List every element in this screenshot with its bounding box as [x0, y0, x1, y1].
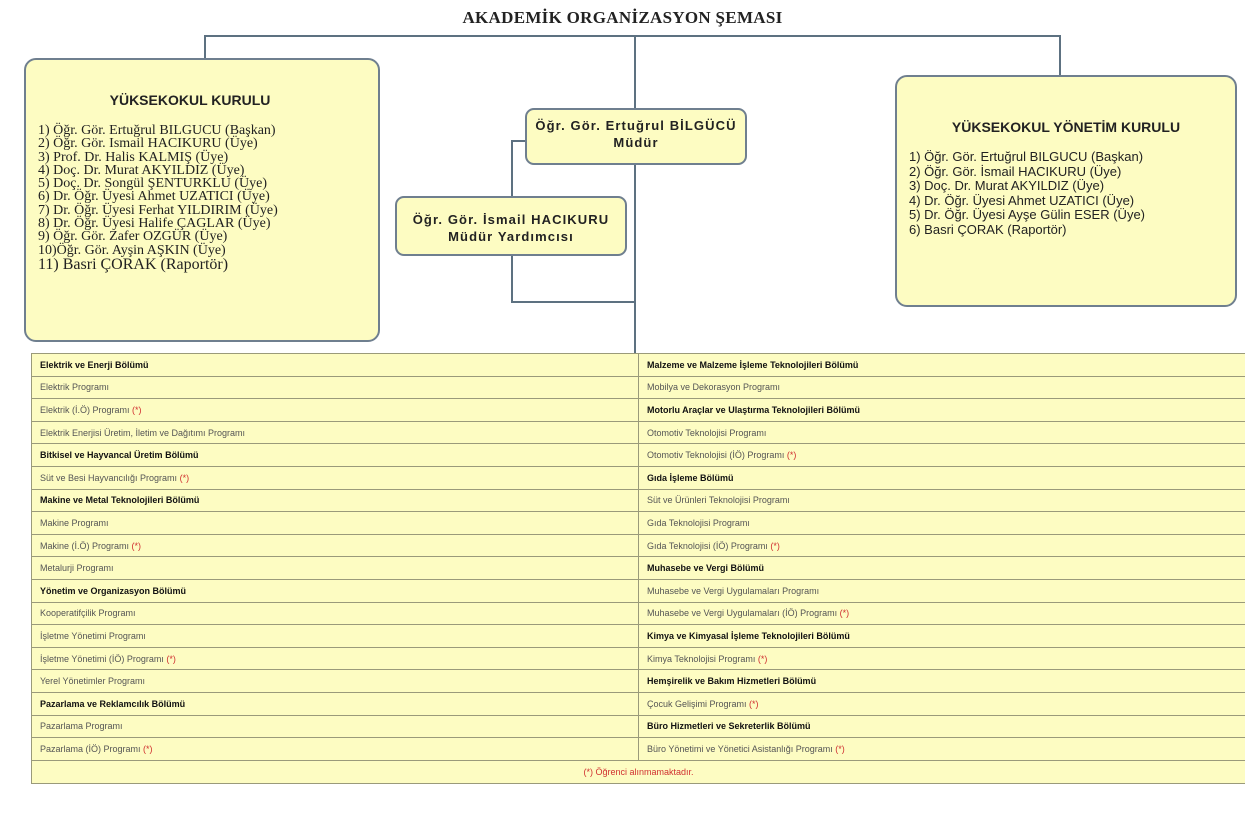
kurul-member: 3) Prof. Dr. Halis KALMIŞ (Üye) [38, 149, 229, 165]
program-cell [639, 647, 1245, 670]
not-admitting-mark: (*) [839, 608, 850, 619]
department-cell [32, 354, 639, 377]
program-name: Elektrik Programı [40, 382, 110, 393]
mudur-box [525, 108, 747, 165]
program-name: İşletme Yönetimi (İÖ) Programı [40, 653, 164, 664]
yonetim-kurulu-box [895, 75, 1237, 307]
table-row [32, 466, 1245, 489]
table-row [32, 376, 1245, 399]
not-admitting-mark: (*) [131, 540, 142, 551]
program-cell [32, 399, 639, 422]
department-cell [639, 557, 1245, 580]
department-name: Kimya ve Kimyasal İşleme Teknolojileri Bölümü [647, 630, 850, 641]
program-name: Muhasebe ve Vergi Uygulamaları Programı [647, 585, 820, 596]
department-cell [639, 354, 1245, 377]
table-row [32, 738, 1245, 761]
table-row [32, 489, 1245, 512]
program-cell [639, 579, 1245, 602]
yonetim-member: 4) Dr. Öğr. Üyesi Ahmet UZATICI (Üye) [909, 192, 1135, 208]
program-name: Pazarlama Programı [40, 721, 123, 732]
kurul-member: 10)Öğr. Gör. Ayşin AŞKIN (Üye) [38, 242, 226, 258]
program-name: Büro Yönetimi ve Yönetici Asistanlığı Programı [647, 743, 833, 754]
program-cell [32, 557, 639, 580]
program-name: Otomotiv Teknolojisi Programı [647, 427, 767, 438]
kurul-member: 8) Dr. Öğr. Üyesi Halife ÇAGLAR (Üye) [38, 216, 271, 232]
table-row [32, 399, 1245, 422]
department-name: Muhasebe ve Vergi Bölümü [647, 563, 765, 574]
kurul-member: 6) Dr. Öğr. Üyesi Ahmet UZATICI (Üye) [38, 189, 270, 205]
program-name: Metalurji Programı [40, 563, 114, 574]
yonetim-member: 3) Doç. Dr. Murat AKYILDIZ (Üye) [909, 178, 1105, 194]
mudur-yardimcisi-name: Öğr. Gör. İsmail HACIKURU [412, 212, 610, 227]
program-cell [32, 738, 639, 761]
program-name: Süt ve Ürünleri Teknolojisi Programı [647, 495, 790, 506]
program-cell [639, 444, 1245, 467]
program-cell [639, 692, 1245, 715]
program-name: Muhasebe ve Vergi Uygulamaları (İÖ) Programı [647, 608, 838, 619]
kurul-member: 2) Öğr. Gör. Ismail HACIKURU (Üye) [38, 136, 258, 152]
footnote-row [32, 760, 1245, 783]
mudur-yardimcisi-role: Müdür Yardımcısı [448, 229, 574, 244]
yonetim-member: 5) Dr. Öğr. Üyesi Ayşe Gülin ESER (Üye) [909, 207, 1145, 223]
program-name: Makine Programı [40, 517, 109, 528]
program-name: İşletme Yönetimi Programı [40, 630, 146, 641]
yonetim-member: 2) Öğr. Gör. İsmail HACIKURU (Üye) [909, 163, 1122, 179]
program-cell [32, 670, 639, 693]
program-cell [639, 602, 1245, 625]
program-name: Kooperatifçilik Programı [40, 608, 136, 619]
not-admitting-mark: (*) [835, 743, 845, 754]
department-name: Büro Hizmetleri ve Sekreterlik Bölümü [647, 721, 811, 732]
department-cell [639, 670, 1245, 693]
kurul-heading: YÜKSEKOKUL KURULU [109, 92, 271, 108]
kurul-member: 5) Doç. Dr. Songül ŞENTURKLU (Üye) [38, 176, 268, 192]
program-cell [32, 512, 639, 535]
table-row [32, 647, 1245, 670]
department-name: Yönetim ve Organizasyon Bölümü [40, 585, 187, 596]
program-name: Elektrik (İ.Ö) Programı [40, 404, 130, 415]
units-table [31, 353, 1245, 784]
program-name: Yerel Yönetimler Programı [40, 676, 146, 687]
table-row [32, 579, 1245, 602]
department-name: Gıda İşleme Bölümü [647, 472, 734, 483]
program-cell [32, 376, 639, 399]
kurul-member: 11) Basri ÇORAK (Raportör) [38, 255, 229, 273]
table-row [32, 557, 1245, 580]
kurul-member: 9) Öğr. Gör. Zafer OZGÜR (Üye) [38, 229, 228, 245]
table-row [32, 670, 1245, 693]
department-cell [639, 715, 1245, 738]
department-cell [32, 444, 639, 467]
department-name: Makine ve Metal Teknolojileri Bölümü [40, 495, 200, 506]
kurul-member: 4) Doç. Dr. Murat AKYILDIZ (Üye) [38, 162, 245, 178]
program-cell [32, 466, 639, 489]
table-row [32, 354, 1245, 377]
department-cell [32, 489, 639, 512]
table-row [32, 512, 1245, 535]
program-name: Kimya Teknolojisi Programı [647, 653, 756, 664]
kurul-member: 7) Dr. Öğr. Üyesi Ferhat YILDIRIM (Üye) [38, 202, 278, 218]
chart-title: AKADEMİK ORGANİZASYON ŞEMASI [462, 8, 783, 27]
yonetim-member: 1) Öğr. Gör. Ertuğrul BILGUCU (Başkan) [909, 149, 1144, 164]
table-row [32, 715, 1245, 738]
department-name: Motorlu Araçlar ve Ulaştırma Teknolojileri Bölümü [647, 404, 861, 415]
program-name: Makine (İ.Ö) Programı [40, 540, 130, 551]
department-name: Bitkisel ve Hayvancal Üretim Bölümü [40, 450, 199, 461]
program-cell [32, 534, 639, 557]
program-cell [639, 489, 1245, 512]
program-cell [639, 534, 1245, 557]
department-cell [639, 625, 1245, 648]
yonetim-heading: YÜKSEKOKUL YÖNETİM KURULU [951, 119, 1181, 135]
department-name: Elektrik ve Enerji Bölümü [40, 359, 149, 370]
program-cell [639, 376, 1245, 399]
program-name: Çocuk Gelişimi Programı [647, 698, 747, 709]
mudur-name: Öğr. Gör. Ertuğrul BİLGÜCÜ [535, 118, 737, 133]
not-admitting-mark: (*) [749, 698, 759, 709]
units-table-body [32, 354, 1245, 761]
not-admitting-mark: (*) [179, 472, 190, 483]
program-name: Mobilya ve Dekorasyon Programı [647, 382, 781, 393]
department-cell [639, 399, 1245, 422]
department-name: Pazarlama ve Reklamcılık Bölümü [40, 698, 186, 709]
table-row [32, 625, 1245, 648]
department-name: Hemşirelik ve Bakım Hizmetleri Bölümü [647, 676, 817, 687]
not-admitting-mark: (*) [166, 653, 176, 664]
table-row [32, 692, 1245, 715]
mudur-yardimcisi-box [395, 196, 627, 256]
program-cell [32, 625, 639, 648]
yuksekokul-kurulu-box [24, 58, 380, 342]
table-row [32, 602, 1245, 625]
mudur-role: Müdür [613, 135, 659, 150]
not-admitting-mark: (*) [143, 743, 153, 754]
not-admitting-mark: (*) [770, 540, 780, 551]
kurul-member: 1) Öğr. Gör. Ertuğrul BILGUCU (Başkan) [38, 123, 276, 138]
table-row [32, 444, 1245, 467]
program-name: Pazarlama (İÖ) Programı [40, 743, 141, 754]
not-admitting-mark: (*) [132, 404, 142, 415]
program-name: Gıda Teknolojisi (İÖ) Programı [647, 540, 768, 551]
program-cell [32, 602, 639, 625]
program-name: Gıda Teknolojisi Programı [647, 517, 750, 528]
department-cell [32, 692, 639, 715]
not-admitting-mark: (*) [786, 450, 797, 461]
department-name: Malzeme ve Malzeme İşleme Teknolojileri Bölümü [647, 359, 859, 370]
table-row [32, 421, 1245, 444]
yonetim-member-list [909, 150, 1145, 238]
footnote: (*) Öğrenci alınmamaktadır. [32, 760, 1245, 783]
program-cell [639, 738, 1245, 761]
program-name: Elektrik Enerjisi Üretim, İletim ve Dağıtımı Programı [40, 427, 246, 438]
program-name: Süt ve Besi Hayvancılığı Programı [40, 472, 178, 483]
department-cell [639, 466, 1245, 489]
kurul-member-list [38, 124, 278, 272]
program-cell [32, 647, 639, 670]
department-cell [32, 579, 639, 602]
program-cell [639, 512, 1245, 535]
program-cell [32, 715, 639, 738]
program-cell [32, 421, 639, 444]
program-name: Otomotiv Teknolojisi (İÖ) Programı [647, 450, 785, 461]
table-row [32, 534, 1245, 557]
not-admitting-mark: (*) [757, 653, 768, 664]
yonetim-member: 6) Basri ÇORAK (Raportör) [909, 221, 1067, 237]
program-cell [639, 421, 1245, 444]
